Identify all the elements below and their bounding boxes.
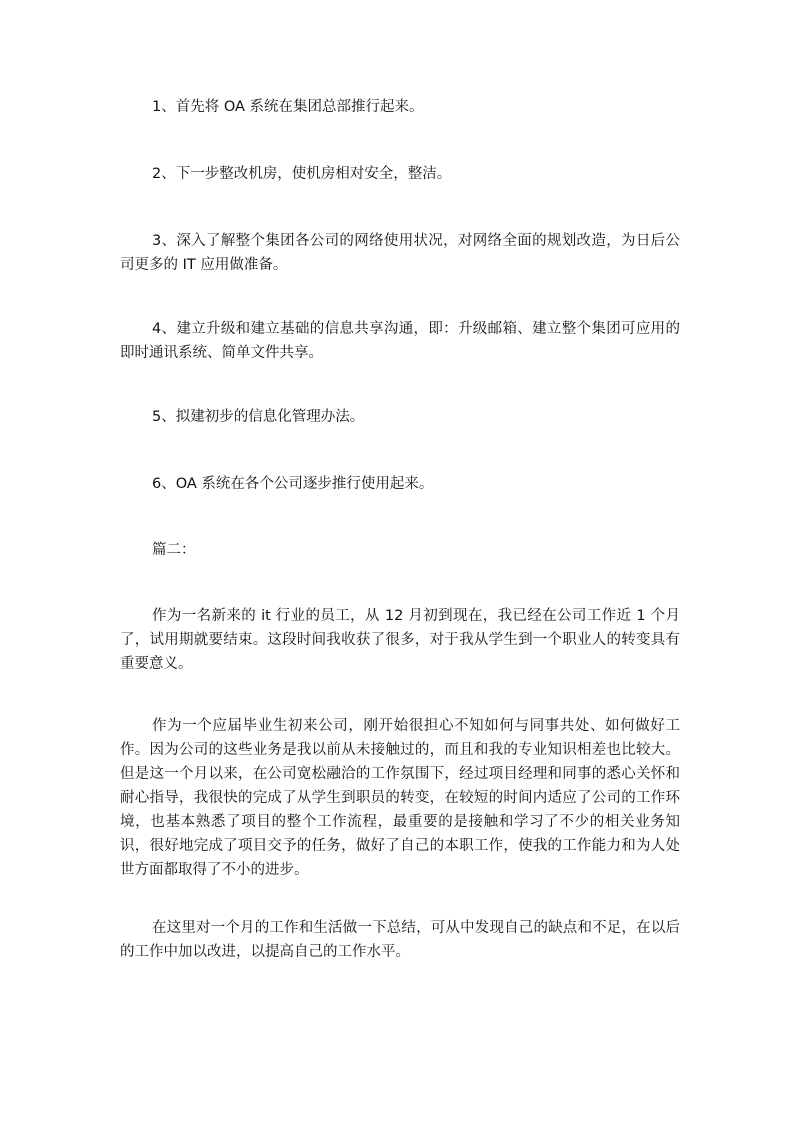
paragraph-item-6: 6、OA 系统在各个公司逐步推行使用起来。 <box>152 476 434 492</box>
body-paragraph-intro: 作为一名新来的 it 行业的员工，从 12 月初到现在，我已经在公司工作近 1 个月了，试用期就要结束。这段时间我收获了很多，对于我从学生到一个职业人的转变具有重要意义。 <box>120 608 680 672</box>
paragraph-item-1: 1、首先将 OA 系统在集团总部推行起来。 <box>152 99 424 115</box>
section-heading: 篇二： <box>152 542 196 558</box>
body-paragraph-experience: 作为一个应届毕业生初来公司，刚开始很担心不知如何与同事共处、如何做好工作。因为公司的这些业务是我以前从未接触过的，而且和我的专业知识相差也比较大。但是这一个月以来，在公司宽松融洽的工作氛围下，经过项目经理和同事的悉心关怀和耐心指导，我很快的完成了从学生到职员的转变，在较短的时间内适应了公司的工作环境，也基本熟悉了项目的整个工作流程，最重要的是接触和学习了不少的相关业务知识，很好地完成了项目交予的任务，做好了自己的本职工作，使我的工作能力和为人处世方面都取得了不小的进步。 <box>120 718 680 878</box>
paragraph-item-2: 2、下一步整改机房，使机房相对安全，整洁。 <box>152 166 452 182</box>
paragraph-item-3: 3、深入了解整个集团各公司的网络使用状况，对网络全面的规划改造，为日后公司更多的 IT 应用做准备。 <box>120 233 680 273</box>
paragraph-item-5: 5、拟建初步的信息化管理办法。 <box>152 409 365 425</box>
paragraph-item-4: 4、建立升级和建立基础的信息共享沟通，即：升级邮箱、建立整个集团可应用的即时通讯系统、简单文件共享。 <box>120 321 680 361</box>
body-paragraph-summary: 在这里对一个月的工作和生活做一下总结，可从中发现自己的缺点和不足，在以后的工作中加以改进，以提高自己的工作水平。 <box>120 920 680 960</box>
